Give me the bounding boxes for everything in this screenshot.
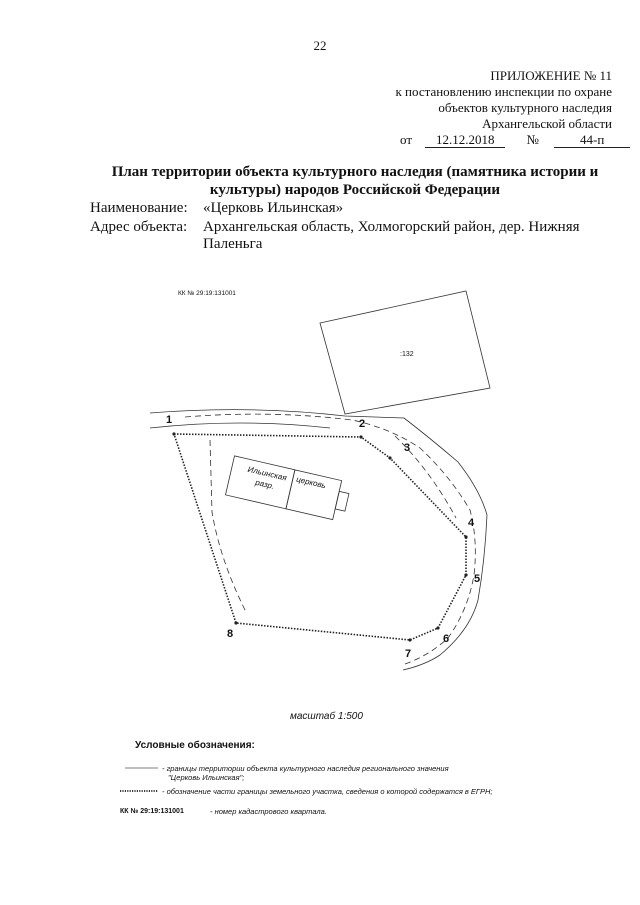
parcel-132-label: :132 [400, 351, 414, 358]
appendix-line-2: к постановлению инспекции по охране [395, 84, 612, 99]
page-number: 22 [313, 38, 327, 53]
map-scale: масштаб 1:500 [290, 711, 363, 722]
legend-title: Условные обозначения: [135, 740, 255, 751]
point-label-5: 5 [474, 573, 481, 585]
address-value: Архангельская область, Холмогорский район, дер. Нижняя Паленьга [203, 219, 580, 252]
appendix-line-4: Архангельской области [482, 116, 612, 131]
point-label-4: 4 [468, 517, 475, 529]
from-label: от [400, 132, 413, 147]
address-label: Адрес объекта: [90, 219, 188, 235]
legend-item-1-line-1: - границы территории объекта культурного наследия регионального значения [162, 764, 449, 773]
point-label-3: 3 [404, 442, 411, 454]
name-value: «Церковь Ильинская» [203, 200, 344, 216]
point-label-1: 1 [166, 414, 173, 426]
document-number: 44-п [554, 133, 630, 148]
point-label-6: 6 [443, 633, 450, 645]
point-label-8: 8 [227, 628, 234, 640]
legend-item-3-key: КК № 29:19:131001 [120, 808, 184, 815]
number-label: № [526, 132, 539, 147]
appendix-line-1: ПРИЛОЖЕНИЕ № 11 [490, 68, 612, 83]
name-label: Наименование: [90, 200, 188, 216]
appendix-line-3: объектов культурного наследия [438, 100, 612, 115]
legend-item-2: - обозначение части границы земельного участка, сведения о которой содержатся в ЕГРН; [162, 787, 493, 796]
point-label-7: 7 [405, 648, 412, 660]
map-kk-label: КК № 29:19:131001 [178, 290, 236, 297]
legend-item-1-line-2: "Церковь Ильинская"; [168, 773, 245, 782]
document-title: План территории объекта культурного наследия (памятника истории и культуры) народов Российской Федерации [111, 164, 599, 198]
church-label-left: Ильинская разр. [246, 464, 288, 491]
legend-item-3-text: - номер кадастрового квартала. [210, 807, 327, 816]
point-label-2: 2 [359, 418, 366, 430]
document-date: 12.12.2018 [425, 133, 505, 148]
church-label-right: церковь [295, 474, 327, 491]
